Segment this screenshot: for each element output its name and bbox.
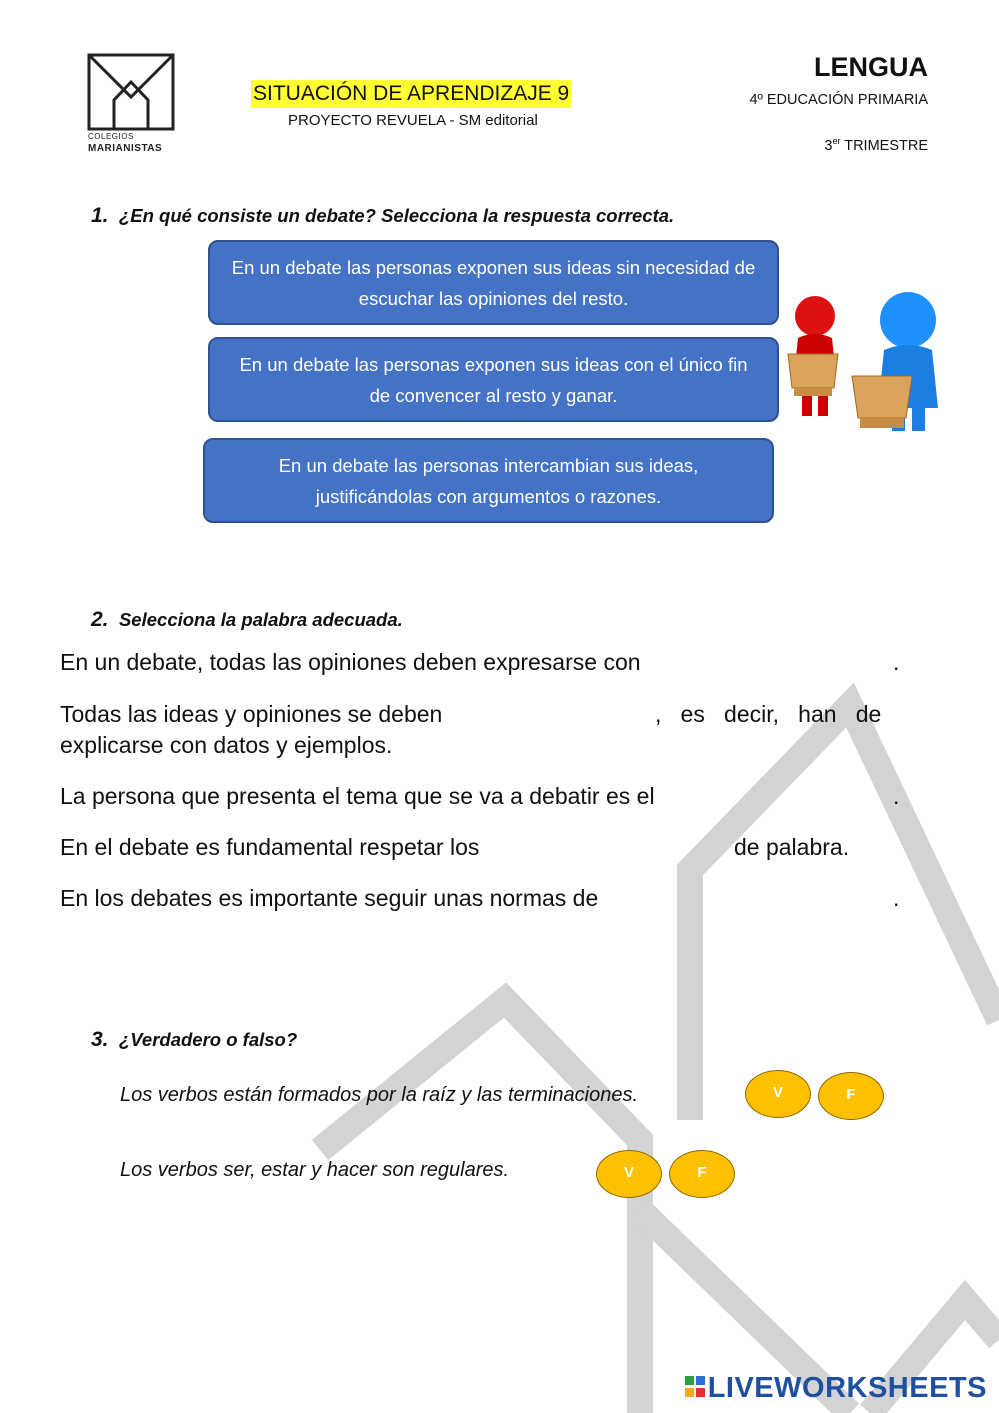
grade-label: 4º EDUCACIÓN PRIMARIA (749, 92, 928, 108)
answer-option-3[interactable]: En un debate las personas intercambian sus ideas, justificándolas con argumentos o razones. (203, 438, 774, 523)
question-prompt: ¿Verdadero o falso? (118, 1029, 298, 1050)
logo-text-top: COLEGIOS (88, 132, 134, 141)
question-3-heading (91, 1028, 297, 1052)
term-superscript: er (832, 136, 841, 146)
false-button-1[interactable]: F (818, 1072, 884, 1120)
logo-text-bottom: MARIANISTAS (88, 143, 163, 154)
question-1-heading (91, 204, 674, 228)
sentence-2-end: explicarse con datos y ejemplos. (60, 732, 393, 758)
liveworksheets-brand (684, 1372, 987, 1407)
question-prompt: ¿En qué consiste un debate? Selecciona la respuesta correcta. (118, 205, 675, 226)
question-prompt: Selecciona la palabra adecuada. (118, 609, 403, 630)
sentence-2-start: Todas las ideas y opiniones se deben (60, 701, 443, 727)
sentence-4-start: En el debate es fundamental respetar los (60, 834, 480, 860)
term-number: 3 (824, 137, 833, 154)
false-button-2[interactable]: F (669, 1150, 735, 1198)
statement-2: Los verbos ser, estar y hacer son regulares. (120, 1159, 510, 1181)
page-subtitle: PROYECTO REVUELA - SM editorial (288, 112, 538, 129)
sentence-5-end: . (893, 885, 900, 911)
page-title: SITUACIÓN DE APRENDIZAJE 9 (251, 80, 571, 108)
question-2-heading (91, 608, 403, 632)
question-number: 3. (91, 1028, 109, 1051)
sentence-3: La persona que presenta el tema que se va a debatir es el (60, 783, 655, 809)
sentence-4-end: de palabra. (734, 834, 850, 860)
brand-icon (684, 1374, 706, 1407)
answer-option-2[interactable]: En un debate las personas exponen sus ideas con el único fin de convencer al resto y ganar. (208, 337, 779, 422)
term-text: TRIMESTRE (840, 137, 928, 154)
true-button-2[interactable]: V (596, 1150, 662, 1198)
sentence-5: En los debates es importante seguir unas normas de (60, 885, 599, 911)
brand-text: LIVEWORKSHEETS (707, 1372, 987, 1404)
question-number: 1. (91, 204, 109, 227)
sentence-1-end: . (893, 649, 900, 675)
subject-label: LENGUA (814, 52, 928, 82)
question-number: 2. (91, 608, 109, 631)
statement-1: Los verbos están formados por la raíz y las terminaciones. (120, 1084, 639, 1106)
true-button-1[interactable]: V (745, 1070, 811, 1118)
sentence-2-middle: , es decir, han de (655, 701, 882, 727)
sentence-3-end: . (893, 783, 900, 809)
debate-illustration (780, 288, 950, 438)
answer-option-1[interactable]: En un debate las personas exponen sus ideas sin necesidad de escuchar las opiniones del resto. (208, 240, 779, 325)
sentence-1: En un debate, todas las opiniones deben expresarse con (60, 649, 641, 675)
term-label (824, 136, 928, 154)
